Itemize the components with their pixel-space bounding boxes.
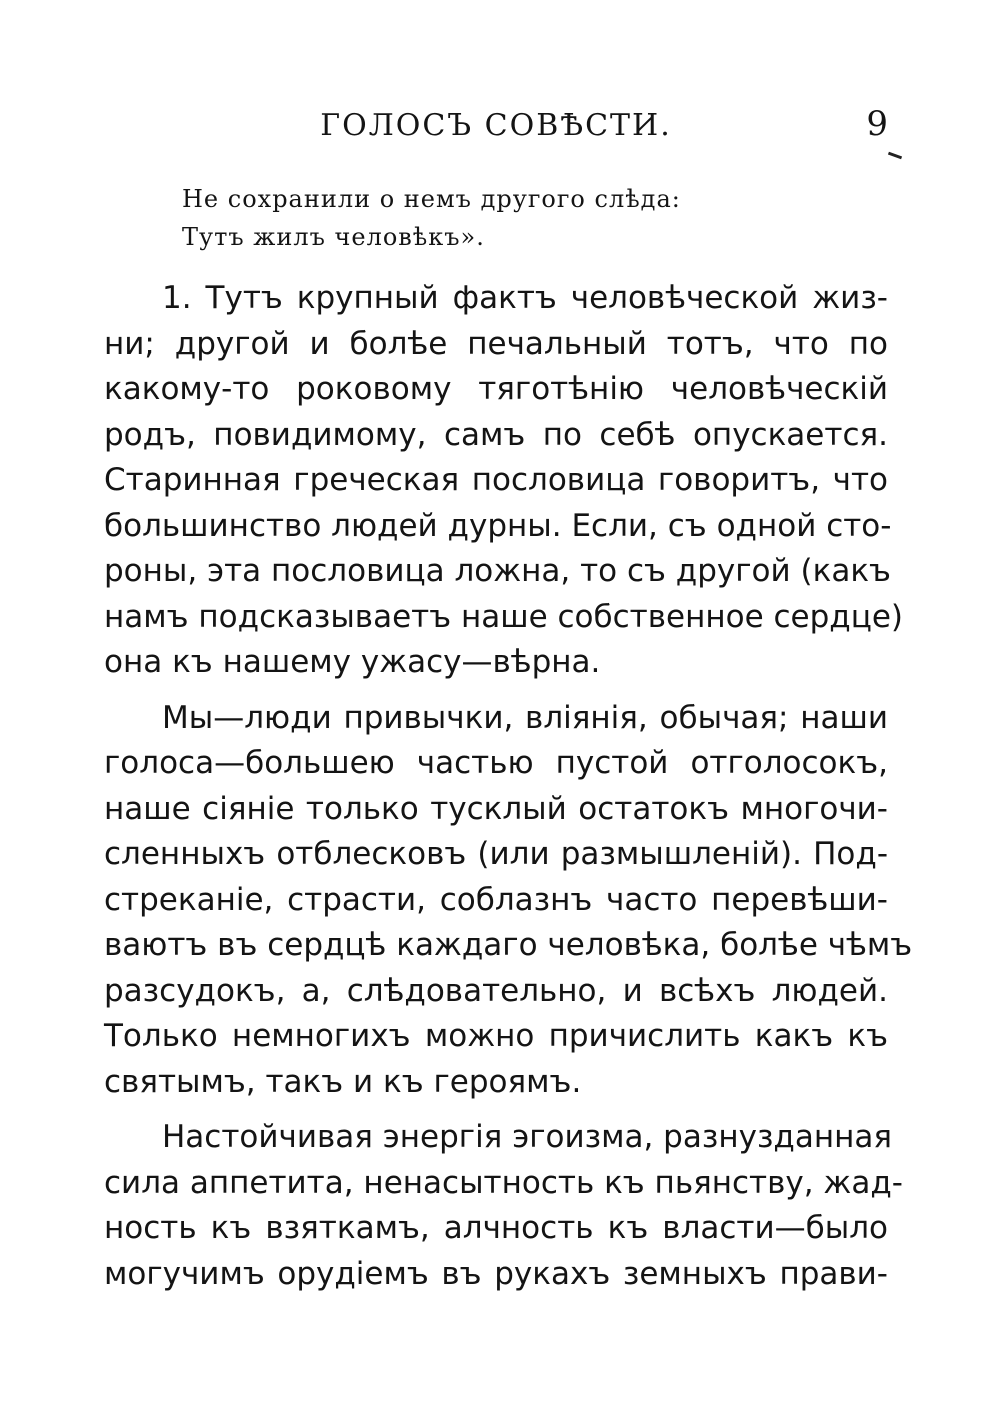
- page-number: 9: [866, 104, 888, 144]
- paragraph-2: [104, 696, 913, 1106]
- verse-line: Тутъ жилъ человѣкъ».: [182, 223, 485, 251]
- body-text: [104, 276, 913, 1307]
- verse-quote: [182, 180, 681, 256]
- text-line: Настойчивая энергія эгоизма, разнузданная: [162, 1119, 893, 1155]
- text-line: сленныхъ отблесковъ (или размышленій). Под-: [104, 836, 888, 872]
- paragraph-3: [104, 1115, 903, 1297]
- printer-mark: [888, 152, 902, 160]
- text-line: родъ, повидимому, самъ по себѣ опускается.: [104, 416, 888, 453]
- text-line: стреканіе, страсти, соблазнъ часто перевѣши-: [104, 881, 888, 918]
- text-line: намъ подсказываетъ наше собственное сердце): [104, 598, 904, 635]
- text-line: Мы—люди привычки, вліянія, обычая; наши: [162, 699, 888, 736]
- text-line: она къ нашему ужасу—вѣрна.: [104, 644, 601, 680]
- text-line: разсудокъ, а, слѣдовательно, и всѣхъ людей.: [104, 972, 888, 1009]
- text-line: сила аппетита, ненасытность къ пьянству, жад-: [104, 1164, 903, 1201]
- text-line: святымъ, такъ и къ героямъ.: [104, 1063, 582, 1100]
- text-line: большинство людей дурны. Если, съ одной сто-: [104, 507, 892, 544]
- text-line: роны, эта пословица ложна, то съ другой (какъ: [104, 553, 891, 589]
- text-line: 1. Тутъ крупный фактъ человѣческой жиз-: [162, 280, 888, 316]
- text-line: ность къ взяткамъ, алчность къ власти—было: [104, 1210, 888, 1246]
- text-line: ваютъ въ сердцѣ каждаго человѣка, болѣе чѣмъ: [104, 927, 913, 963]
- text-line: какому-то роковому тяготѣнію человѣческій: [104, 371, 888, 407]
- text-line: Старинная греческая пословица говоритъ, что: [104, 462, 888, 498]
- text-line: ни; другой и болѣе печальный тотъ, что по: [104, 325, 888, 362]
- running-title: ГОЛОСЪ СОВѢСТИ.: [320, 108, 672, 143]
- running-head: [104, 104, 888, 152]
- text-line: могучимъ орудіемъ въ рукахъ земныхъ прави-: [104, 1255, 888, 1292]
- paragraph-1: [104, 276, 904, 686]
- text-line: Только немногихъ можно причислить какъ къ: [104, 1018, 888, 1054]
- verse-line: Не сохранили о немъ другого слѣда:: [182, 185, 681, 213]
- text-line: голоса—большею частью пустой отголосокъ,: [104, 745, 888, 781]
- text-line: наше сіяніе только тусклый остатокъ многочи-: [104, 790, 888, 827]
